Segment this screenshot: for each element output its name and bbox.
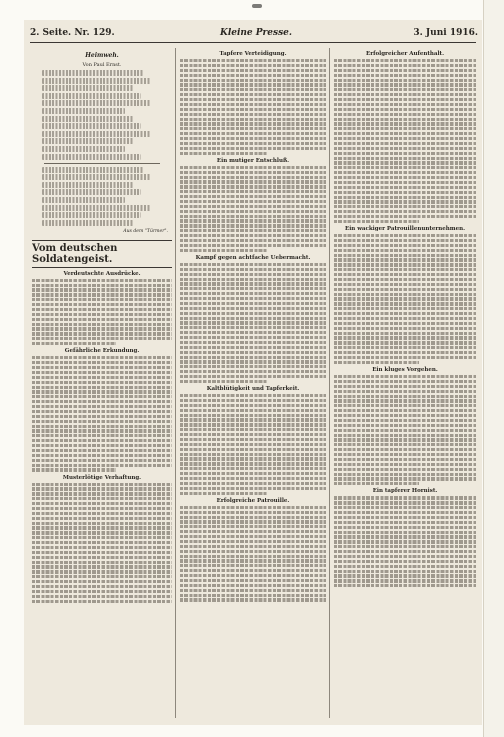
article-title: Ein tapferer Hornist. — [372, 488, 438, 495]
page-number: 2. Seite. Nr. 129. — [30, 28, 115, 38]
article-body — [334, 496, 476, 587]
page-edge — [483, 0, 504, 737]
article-body — [32, 356, 172, 471]
article-title: Erfolgreicher Aufenthalt. — [366, 51, 444, 57]
scan-mark — [252, 4, 262, 8]
issue-date: 3. Juni 1916. — [413, 28, 478, 38]
column-middle — [180, 48, 326, 718]
article-title: Kaltblütigkeit und Tapferkeit. — [206, 386, 300, 393]
poem-author: Von Paul Ernst. — [82, 62, 122, 68]
page-header — [30, 26, 478, 42]
article-body — [180, 263, 326, 383]
article-body — [180, 394, 326, 495]
scan-top-bar — [0, 0, 504, 14]
article-body — [32, 279, 172, 346]
column-rule — [175, 48, 176, 718]
poem-title: Heimweh. — [85, 52, 119, 59]
article-title: Kampf gegen achtfache Uebermacht. — [195, 254, 311, 261]
poem-signature: Aus dem "Türmer". — [123, 228, 168, 234]
article-body — [180, 506, 326, 602]
article-title: Verdeutschte Ausdrücke. — [63, 270, 141, 277]
column-rule — [329, 48, 330, 718]
article-body — [334, 59, 476, 223]
divider — [44, 163, 160, 164]
article-title: Ein wackiger Patrouillenunternehmen. — [345, 226, 465, 233]
article-title: Tapfere Verteidigung. — [219, 51, 287, 57]
article-title: Musterlötige Verhaftung. — [62, 474, 142, 481]
article-body — [180, 59, 326, 155]
newspaper-page — [24, 20, 482, 725]
column-left — [32, 48, 172, 718]
article-body — [32, 483, 172, 603]
paper-title: Kleine Presse. — [220, 28, 293, 38]
poem-lines — [42, 70, 172, 160]
column-right — [334, 48, 476, 718]
article-title: Ein kluges Vorgehen. — [372, 367, 438, 373]
section-title: Vom deutschen Soldatengeist. — [32, 240, 172, 268]
article-body — [334, 234, 476, 364]
article-title: Erfolgreiche Patrouille. — [216, 497, 290, 504]
article-title: Gefährliche Erkundung. — [64, 348, 140, 355]
article-body — [180, 166, 326, 252]
article-title: Ein mutiger Entschluß. — [216, 157, 290, 164]
article-body — [334, 375, 476, 485]
poem-lines — [42, 167, 172, 226]
header-rule — [30, 42, 476, 43]
